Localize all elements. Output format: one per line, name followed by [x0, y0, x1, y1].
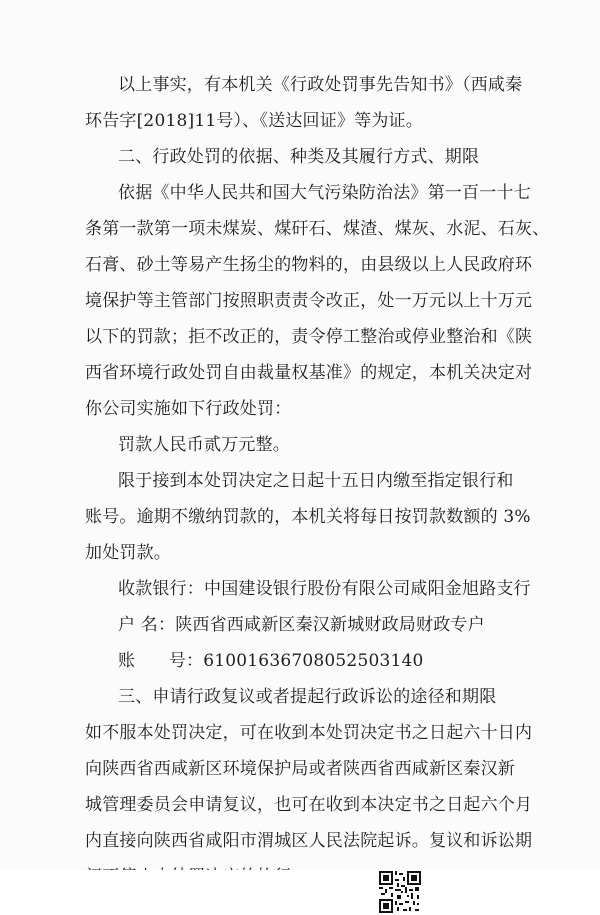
paragraph-line: 加处罚款。 [85, 543, 171, 563]
paragraph-line: 西省环境行政处罚自由裁量权基准》的规定，本机关决定对 [85, 363, 533, 383]
qr-code-icon [379, 871, 421, 913]
paragraph-line: 石膏、砂土等易产生扬尘的物料的，由县级以上人民政府环 [85, 255, 533, 275]
section-heading: 二、行政处罚的依据、种类及其履行方式、期限 [118, 147, 480, 167]
paragraph-line: 境保护等主管部门按照职责责令改正，处一万元以上十万元 [85, 291, 533, 311]
paragraph-line: 以上事实，有本机关《行政处罚事先告知书》（西咸秦 [118, 75, 523, 95]
paragraph-line: 依据《中华人民共和国大气污染防治法》第一百一十七 [118, 183, 531, 203]
paragraph-line: 内直接向陕西省咸阳市渭城区人民法院起诉。复议和诉讼期 [85, 831, 533, 851]
paragraph-line: 账号。逾期不缴纳罚款的，本机关将每日按罚款数额的 3% [85, 507, 531, 527]
bank-name-line: 收款银行：中国建设银行股份有限公司咸阳金旭路支行 [118, 579, 531, 599]
paragraph-line: 城管理委员会申请复议，也可在收到本决定书之日起六个月 [85, 795, 533, 815]
paragraph-line: 如不服本处罚决定，可在收到本处罚决定书之日起六十日内 [85, 723, 533, 743]
account-holder-line: 户 名：陕西省西咸新区秦汉新城财政局财政专户 [118, 615, 485, 635]
paragraph-line: 环告字[2018]11号）、《送达回证》等为证。 [85, 111, 423, 131]
section-heading: 三、申请行政复议或者提起行政诉讼的途径和期限 [118, 687, 497, 707]
footer-band [0, 870, 600, 915]
paragraph-line: 限于接到本处罚决定之日起十五日内缴至指定银行和 [118, 471, 514, 491]
paragraph-line: 条第一款第一项未煤炭、煤矸石、煤渣、煤灰、水泥、石灰、 [85, 219, 550, 239]
paragraph-line: 以下的罚款；拒不改正的，责令停工整治或停业整治和《陕 [85, 327, 533, 347]
paragraph-line: 你公司实施如下行政处罚： [85, 399, 292, 419]
account-number-line: 账 号：61001636708052503140 [118, 651, 424, 671]
paragraph-line: 向陕西省西咸新区环境保护局或者陕西省西咸新区秦汉新 [85, 759, 515, 779]
penalty-amount: 罚款人民币贰万元整。 [118, 435, 290, 455]
